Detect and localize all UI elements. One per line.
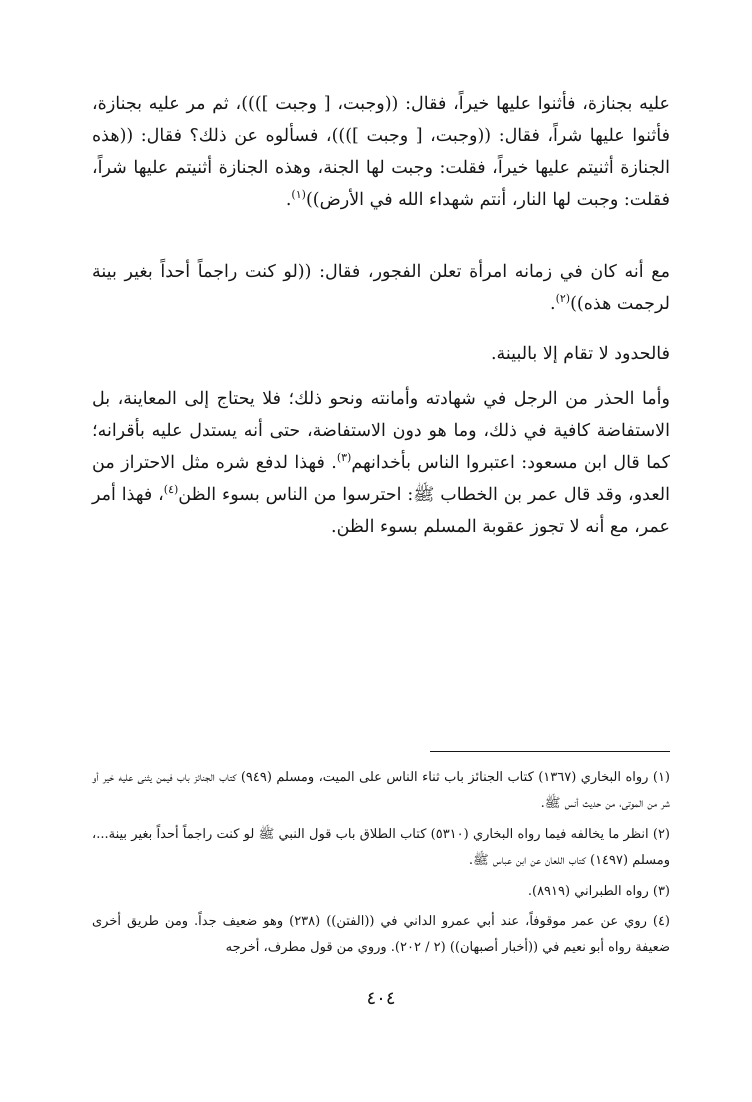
footnote-4: (٤) روي عن عمر موقوفاً، عند أبي عمرو الداني في ((الفتن)) (٢٣٨) وهو ضعيف جداً. ومن طريق أخرى ضعيفة رواه أبو نعيم في ((أخبار أصبهان)) (٢ / ٢٠٢). وروي من قول مطرف، أخرجه (92, 914, 670, 955)
body-paragraph-3: فالحدود لا تقام إلا بالبينة. (490, 344, 670, 364)
document-page (92, 0, 670, 1102)
footnote-ref-3[interactable]: (٣) (336, 451, 352, 465)
paragraph-text: عليه بجنازة، فأثنوا عليها خيراً، فقال: ((وجبت، [ وجبت ])))، ثم مر عليه بجنازة، فأثنوا عليها شراً، فقال: ((وجبت، [ وجبت ])))، فسألوه عن ذلك؟ فقال: ((هذه الجنازة أثنيتم عليها خيراً، فقلت: وجبت لها الجنة، وهذه الجنازة أثنيتم عليها شراً، فقلت: وجبت لها النار، أنتم شهداء الله في الأرض)) (92, 94, 670, 210)
footnote-1: (١) رواه البخاري (١٣٦٧) كتاب الجنائز باب ثناء الناس على الميت، ومسلم (٩٤٩) كتاب الجنائز باب فيمن يثنى عليه خير أو شر من الموتى، من حديث أنس ﷺ. (92, 770, 670, 811)
page-number: ٤٠٤ (366, 988, 396, 1009)
footnote-ref-4[interactable]: (٤) (163, 483, 179, 497)
body-paragraph-2 (92, 256, 670, 320)
footnote-ref-2[interactable]: (٢) (555, 292, 571, 306)
body-paragraph-4 (92, 383, 670, 543)
body-paragraph-1 (92, 88, 670, 216)
paragraph-text: وأما الحذر من الرجل في شهادته وأمانته ونحو ذلك؛ فلا يحتاج إلى المعاينة، بل الاستفاضة كافية في ذلك، وما هو دون الاستفاضة، حتى أنه يستدل عليه بأقرانه؛ كما قال ابن مسعود: اعتبروا الناس بأخدانهم (92, 389, 670, 473)
paragraph-text: . فهذا لدفع شره مثل الاحتراز من العدو، وقد قال عمر بن الخطاب ﷺ: احترسوا من الناس بسوء الظن (92, 453, 670, 505)
footnote-ref-1[interactable]: (١) (291, 188, 306, 202)
footnote-2: (٢) انظر ما يخالفه فيما رواه البخاري (٥٣١٠) كتاب الطلاق باب قول النبي ﷺ لو كنت راجماً أحداً بغير بينة...، ومسلم (١٤٩٧) كتاب اللعان عن ابن عباس ﷺ. (92, 827, 670, 868)
paragraph-end: . (285, 190, 292, 210)
paragraph-end: . (549, 294, 556, 314)
footnote-3: (٣) رواه الطبراني (٨٩١٩). (527, 884, 670, 899)
footnote-divider (430, 751, 670, 752)
paragraph-text: مع أنه كان في زمانه امرأة تعلن الفجور، فقال: ((لو كنت راجماً أحداً بغير بينة لرجمت هذه)) (92, 262, 670, 314)
paragraph-text: ، فهذا أمر عمر، مع أنه لا تجوز عقوبة المسلم بسوء الظن. (92, 485, 670, 537)
